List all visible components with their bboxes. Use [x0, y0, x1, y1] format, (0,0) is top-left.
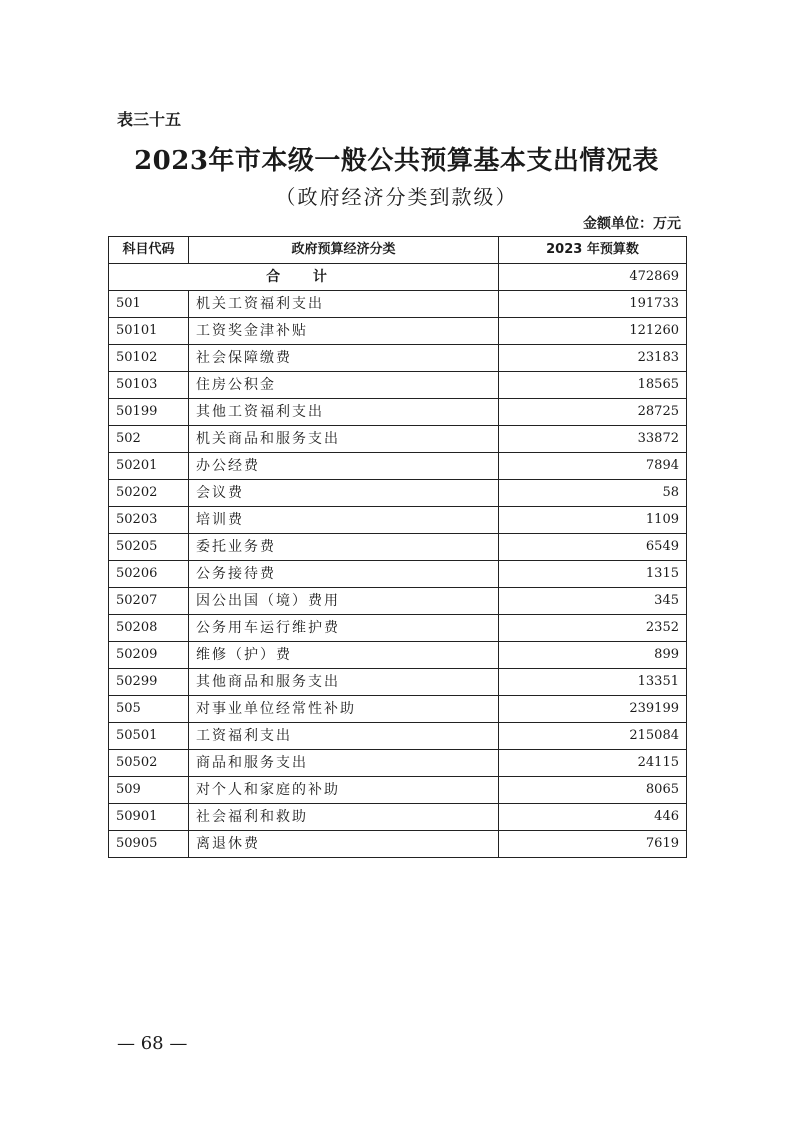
row-amount: 23183: [499, 345, 687, 372]
row-code: 50205: [109, 534, 189, 561]
table-number: 表三十五: [117, 110, 182, 129]
table-row: [109, 831, 687, 858]
table-row: [109, 804, 687, 831]
row-code: 505: [109, 696, 189, 723]
row-name: 对个人和家庭的补助: [189, 777, 499, 804]
table-row: [109, 453, 687, 480]
row-name: 社会保障缴费: [189, 345, 499, 372]
budget-table: [108, 236, 687, 858]
table-body: [109, 264, 687, 858]
header-code: 科目代码: [109, 237, 189, 264]
total-label: 合 计: [109, 264, 499, 291]
row-name: 社会福利和救助: [189, 804, 499, 831]
table-row: [109, 426, 687, 453]
row-amount: 13351: [499, 669, 687, 696]
row-amount: 215084: [499, 723, 687, 750]
row-amount: 2352: [499, 615, 687, 642]
row-name: 其他商品和服务支出: [189, 669, 499, 696]
row-code: 50501: [109, 723, 189, 750]
row-code: 50103: [109, 372, 189, 399]
row-name: 机关商品和服务支出: [189, 426, 499, 453]
table-row: [109, 750, 687, 777]
row-amount: 345: [499, 588, 687, 615]
row-amount: 121260: [499, 318, 687, 345]
table-row: [109, 561, 687, 588]
row-name: 商品和服务支出: [189, 750, 499, 777]
row-amount: 18565: [499, 372, 687, 399]
row-name: 办公经费: [189, 453, 499, 480]
row-code: 502: [109, 426, 189, 453]
row-name: 委托业务费: [189, 534, 499, 561]
row-amount: 24115: [499, 750, 687, 777]
row-name: 公务接待费: [189, 561, 499, 588]
table-row: [109, 696, 687, 723]
row-name: 工资福利支出: [189, 723, 499, 750]
page-title: 2023年市本级一般公共预算基本支出情况表: [134, 146, 659, 176]
row-code: 50299: [109, 669, 189, 696]
row-code: 50199: [109, 399, 189, 426]
table-row: [109, 723, 687, 750]
table-header-row: [109, 237, 687, 264]
page-subtitle: （政府经济分类到款级）: [275, 185, 518, 209]
row-code: 50206: [109, 561, 189, 588]
row-code: 50201: [109, 453, 189, 480]
row-code: 50208: [109, 615, 189, 642]
row-name: 工资奖金津补贴: [189, 318, 499, 345]
total-row: [109, 264, 687, 291]
table-row: [109, 318, 687, 345]
row-name: 公务用车运行维护费: [189, 615, 499, 642]
row-amount: 6549: [499, 534, 687, 561]
row-name: 因公出国（境）费用: [189, 588, 499, 615]
row-amount: 446: [499, 804, 687, 831]
table-row: [109, 642, 687, 669]
row-amount: 1315: [499, 561, 687, 588]
row-code: 50905: [109, 831, 189, 858]
amount-unit: 金额单位：万元: [583, 216, 681, 232]
row-name: 培训费: [189, 507, 499, 534]
row-code: 50102: [109, 345, 189, 372]
row-amount: 28725: [499, 399, 687, 426]
header-amount: 2023 年预算数: [499, 237, 687, 264]
row-code: 50203: [109, 507, 189, 534]
row-name: 离退休费: [189, 831, 499, 858]
row-name: 对事业单位经常性补助: [189, 696, 499, 723]
row-code: 50901: [109, 804, 189, 831]
row-code: 50207: [109, 588, 189, 615]
table-row: [109, 534, 687, 561]
row-code: 509: [109, 777, 189, 804]
row-amount: 7894: [499, 453, 687, 480]
row-amount: 7619: [499, 831, 687, 858]
header-name: 政府预算经济分类: [189, 237, 499, 264]
table-row: [109, 777, 687, 804]
row-name: 其他工资福利支出: [189, 399, 499, 426]
page-number: — 68 —: [117, 1033, 188, 1054]
table-row: [109, 615, 687, 642]
total-amount: 472869: [499, 264, 687, 291]
row-name: 住房公积金: [189, 372, 499, 399]
row-amount: 1109: [499, 507, 687, 534]
row-name: 维修（护）费: [189, 642, 499, 669]
row-amount: 58: [499, 480, 687, 507]
row-code: 50202: [109, 480, 189, 507]
row-name: 机关工资福利支出: [189, 291, 499, 318]
table-row: [109, 480, 687, 507]
table-row: [109, 345, 687, 372]
row-code: 50502: [109, 750, 189, 777]
row-code: 50101: [109, 318, 189, 345]
row-code: 501: [109, 291, 189, 318]
table-row: [109, 291, 687, 318]
row-name: 会议费: [189, 480, 499, 507]
row-amount: 239199: [499, 696, 687, 723]
table-row: [109, 588, 687, 615]
table-row: [109, 372, 687, 399]
row-amount: 191733: [499, 291, 687, 318]
table-row: [109, 669, 687, 696]
row-amount: 8065: [499, 777, 687, 804]
row-code: 50209: [109, 642, 189, 669]
row-amount: 33872: [499, 426, 687, 453]
table-row: [109, 399, 687, 426]
row-amount: 899: [499, 642, 687, 669]
table-row: [109, 507, 687, 534]
